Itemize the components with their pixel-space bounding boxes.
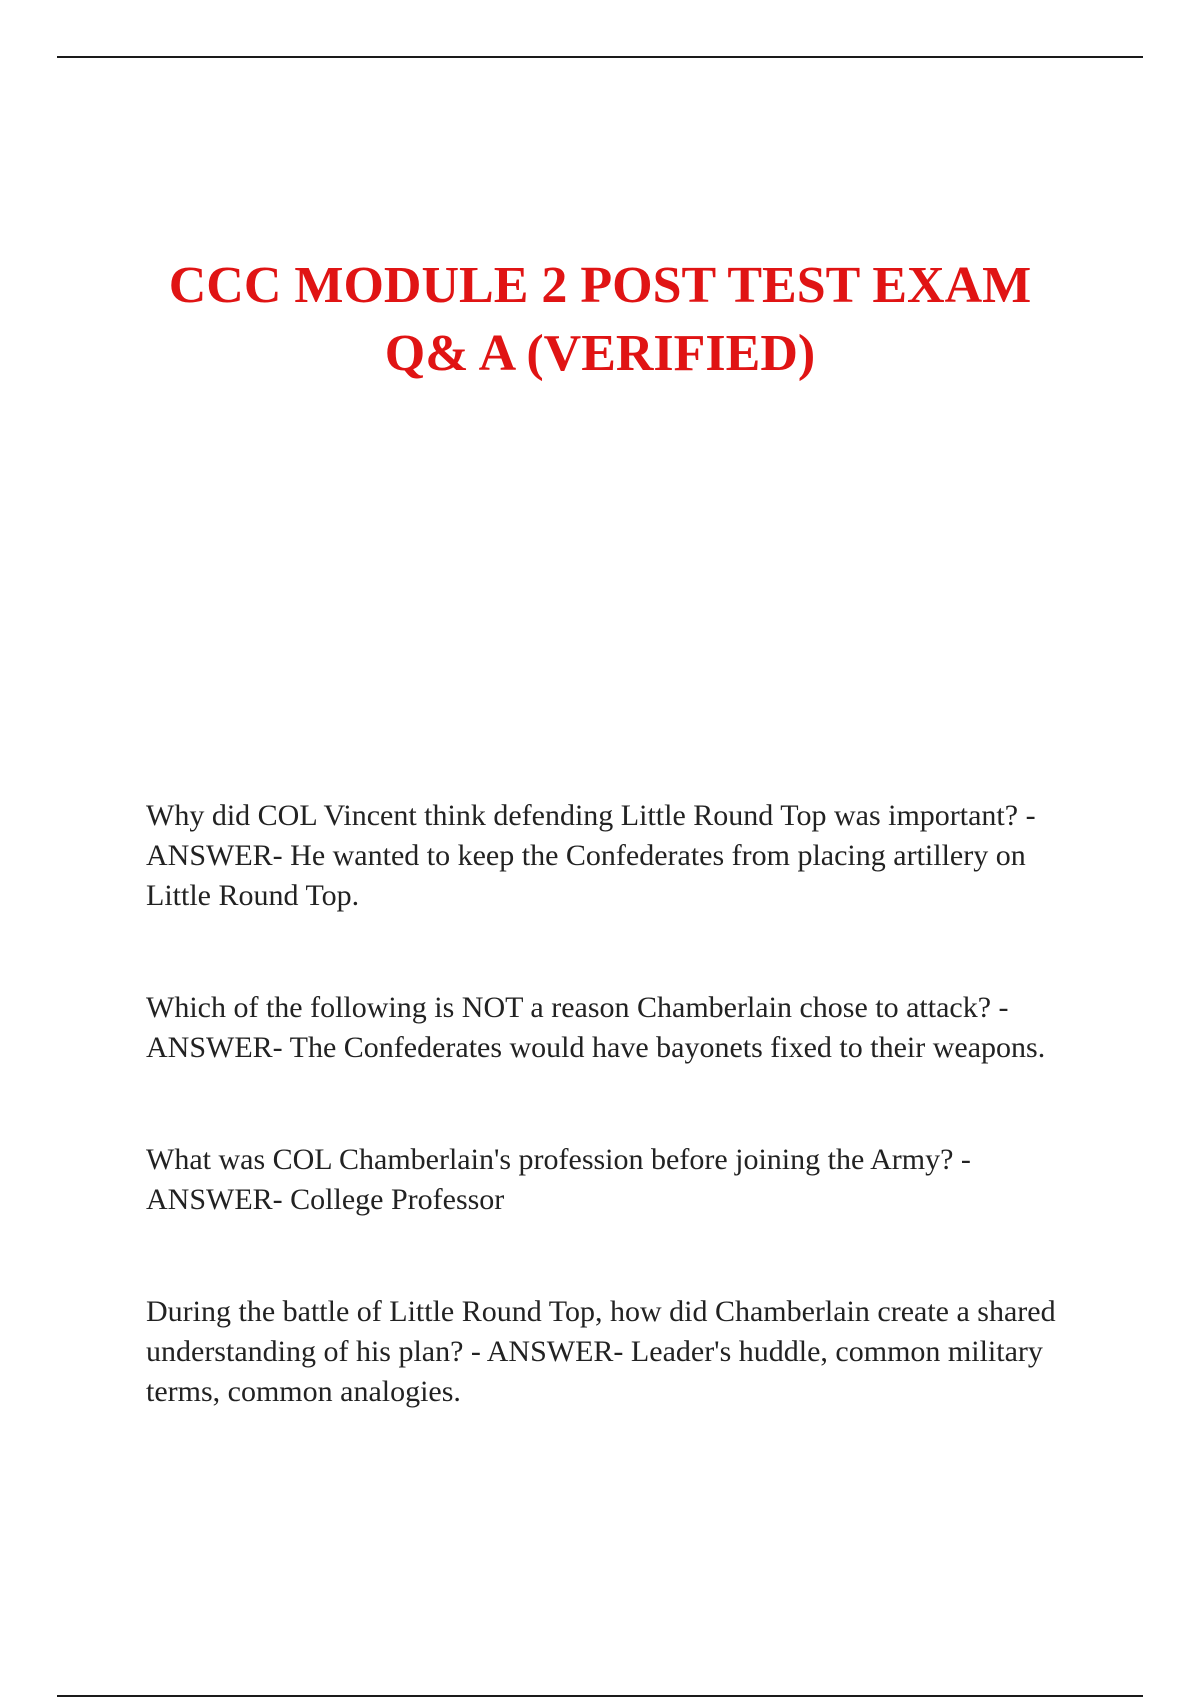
header-divider	[57, 56, 1143, 58]
title-line-2: Q& A (VERIFIED)	[384, 325, 816, 382]
qa-item-3: What was COL Chamberlain's profession before joining the Army? - ANSWER- College Professor	[146, 1143, 971, 1216]
qa-item-1: Why did COL Vincent think defending Little Round Top was important? - ANSWER- He wanted to keep the Confederates from placing artillery on Little Round Top.	[146, 799, 1036, 912]
qa-item-2: Which of the following is NOT a reason Chamberlain chose to attack? - ANSWER- The Confederates would have bayonets fixed to their weapons.	[146, 991, 1046, 1064]
qa-item-4: During the battle of Little Round Top, how did Chamberlain create a shared understanding of his plan? - ANSWER- Leader's huddle, common military terms, common analogies.	[146, 1295, 1056, 1408]
document-title	[100, 252, 1100, 388]
qa-list	[146, 796, 1096, 1412]
footer-divider	[57, 1695, 1143, 1697]
title-line-1: CCC MODULE 2 POST TEST EXAM	[168, 257, 1032, 314]
